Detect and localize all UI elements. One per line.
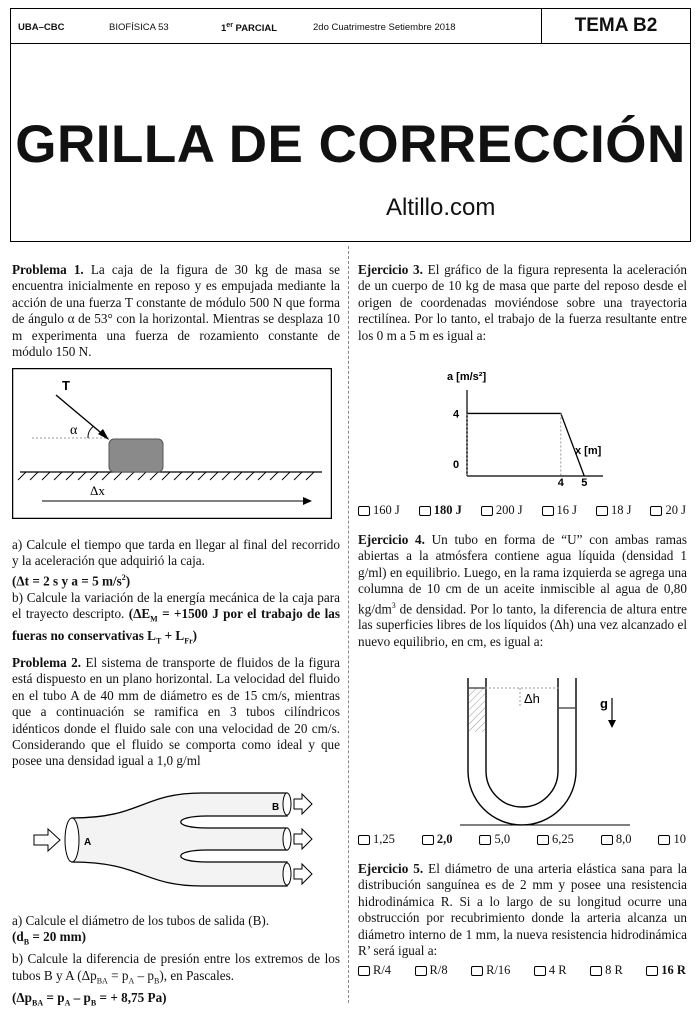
option-label: 1,25 (373, 832, 395, 846)
answer-option[interactable] (646, 963, 686, 978)
problem-1-questions: a) Calcule el tiempo que tarda en llegar al final del recorrido y la aceleración que adquirió la caja. (Δt = 2 s y a = 5 $m/s^2$) b) Calcule la variación de la energía mecánica de la caja para el trayecto descripto. ($\Delta E_M = +1500$ J por el trabajo de las fueras no conservativas $L_T + L_{Fr}$) (12, 537, 340, 646)
answer-option[interactable] (650, 503, 686, 518)
checkbox[interactable] (658, 835, 670, 845)
exercise-5-statement: Ejercicio 5. El diámetro de una arteria elástica sana para la distribución sanguínea es de 2 mm y posee una resistencia hidrodinámica R. Si a lo largo de su longitud ocurre una obstrucción por recubrimiento donde la arteria alcanza un diámetro interno de 1 mm, la nueva resistencia hidrodinámica R’ será igual a: (358, 861, 687, 959)
problem-1-statement: Problema 1. La caja de la figura de 30 kg de masa se encuentra inicialmente en reposo y es empujada mediante la acción de una fuerza T constante de módulo 500 N que forma de ángulo α de 53° con la horizontal. Mientras se desplaza 10 m experimenta una fuerza de rozamiento constante de módulo 150 N. (12, 262, 340, 360)
answer-option[interactable] (481, 503, 523, 518)
y-tick-label: 0 (453, 459, 460, 471)
tema-label: TEMA B2 (541, 9, 690, 43)
answer-option[interactable] (537, 832, 574, 847)
watermark: Altillo.com (386, 194, 496, 221)
checkbox[interactable] (479, 835, 491, 845)
checkbox[interactable] (534, 966, 546, 976)
period: 2do Cuatrimestre Setiembre 2018 (313, 22, 456, 33)
exam-header (10, 8, 691, 44)
institution: UBA–CBC (18, 22, 65, 33)
dh-label: Δh (524, 691, 540, 706)
checkbox[interactable] (415, 966, 427, 976)
answer-option[interactable] (534, 963, 567, 978)
tube-branch-figure (32, 788, 332, 903)
checkbox[interactable] (481, 506, 493, 516)
checkbox[interactable] (596, 506, 608, 516)
checkbox[interactable] (542, 506, 554, 516)
option-label: 6,25 (552, 832, 574, 846)
x-tick-label: 5 (581, 477, 588, 489)
option-label: 20 J (665, 503, 686, 517)
problem-2-statement: Problema 2. El sistema de transporte de fluidos de la figura está dispuesto en un plano horizontal. La velocidad del fluido en el tubo A de 40 mm de diámetro es de 15 cm/s, mientras que a continuación se ramifica en 3 tubos cilíndricos idénticos donde el fluido sale con una velocidad de 20 cm/s. Considerando que el fluido se comporta como ideal y que posee una densidad igual a 1,0 g/ml (12, 655, 340, 769)
exercise-3-statement: Ejercicio 3. El gráfico de la figura representa la aceleración de un cuerpo de 10 kg de masa que parte del reposo desde el origen de coordenadas moviéndose sobre una trayectoria rectilínea. Por lo tanto, el trabajo de la fuerza resultante entre los 0 m a 5 m es igual a: (358, 262, 687, 343)
option-label: R/8 (429, 963, 448, 977)
checkbox[interactable] (422, 835, 434, 845)
option-label: R/4 (373, 963, 392, 977)
answer-option[interactable] (358, 963, 391, 978)
option-label: 200 J (495, 503, 523, 517)
checkbox[interactable] (646, 966, 658, 976)
option-label: 8,0 (615, 832, 632, 846)
checkbox[interactable] (471, 966, 483, 976)
option-label: 10 (673, 832, 686, 846)
exercise-4-options (358, 832, 686, 847)
exercise-3-options (358, 503, 686, 518)
answer-option[interactable] (479, 832, 510, 847)
x-tick-label: 4 (557, 477, 564, 489)
checkbox[interactable] (358, 966, 370, 976)
y-axis-label: a [m/s²] (447, 371, 487, 383)
option-label: 16 J (556, 503, 578, 517)
option-label: 16 R (661, 963, 686, 977)
option-label: R/16 (486, 963, 511, 977)
A-label: A (84, 837, 92, 848)
box (109, 439, 163, 472)
T-label: T (62, 378, 70, 393)
checkbox[interactable] (601, 835, 613, 845)
option-label: 18 J (611, 503, 632, 517)
column-divider (348, 246, 349, 1003)
checkbox[interactable] (358, 835, 370, 845)
acceleration-chart (425, 362, 625, 492)
option-label: 5,0 (494, 832, 511, 846)
answer-option[interactable] (658, 832, 686, 847)
u-tube-figure (460, 676, 640, 826)
exercise-4-statement: Ejercicio 4. Un tubo en forma de “U” con ambas ramas abiertas a la atmósfera contiene agua líquida (densidad 1 g/ml) en equilibrio. Luego, en la rama izquierda se agrega una columna de 10 cm de un aceite inmiscible al agua de 0,80 $kg/dm^3$ de densidad. Por lo tanto, la diferencia de altura entre las superficies libres de los líquidos (Δh) una vez alcanzado el nuevo equilibrio, en cm, es igual a: (358, 532, 687, 649)
title-banner (10, 42, 691, 242)
checkbox[interactable] (358, 506, 370, 516)
answer-option[interactable] (422, 832, 453, 847)
option-label: 2,0 (436, 832, 453, 846)
answer-option[interactable] (590, 963, 623, 978)
page-title: GRILLA DE CORRECCIÓN (15, 115, 686, 174)
answer-option[interactable] (419, 503, 462, 518)
option-label: 160 J (373, 503, 400, 517)
box-force-figure (12, 368, 332, 519)
alpha-label: α (70, 423, 78, 438)
checkbox[interactable] (419, 506, 431, 516)
checkbox[interactable] (590, 966, 602, 976)
problem-2-questions: a) Calcule el diámetro de los tubos de salida (B). ($d_B = 20$ mm) b) Calcule la diferencia de presión entre los extremos de los tubos B y A $(\Delta p_{BA} = p_A - p_B)$, en Pascales. ($\Delta p_{BA} = p_A - p_B$ = + 8,75 Pa) (12, 913, 340, 1008)
B-label: B (272, 802, 280, 813)
answer-option[interactable] (601, 832, 632, 847)
checkbox[interactable] (650, 506, 662, 516)
exercise-5-options (358, 963, 686, 978)
answer-option[interactable] (471, 963, 510, 978)
dx-label: Δx (90, 483, 105, 498)
subject: BIOFÍSICA 53 (109, 22, 169, 33)
g-label: g (600, 696, 608, 711)
answer-option[interactable] (596, 503, 632, 518)
answer-option[interactable] (358, 832, 395, 847)
answer-option[interactable] (358, 503, 400, 518)
answer-option[interactable] (542, 503, 578, 518)
option-label: 8 R (605, 963, 623, 977)
checkbox[interactable] (537, 835, 549, 845)
option-label: 180 J (433, 503, 462, 517)
exam-name: 1er PARCIAL (221, 22, 278, 35)
option-label: 4 R (548, 963, 567, 977)
answer-option[interactable] (415, 963, 448, 978)
x-axis-label: x [m] (575, 445, 602, 457)
y-tick-label: 4 (453, 408, 460, 421)
